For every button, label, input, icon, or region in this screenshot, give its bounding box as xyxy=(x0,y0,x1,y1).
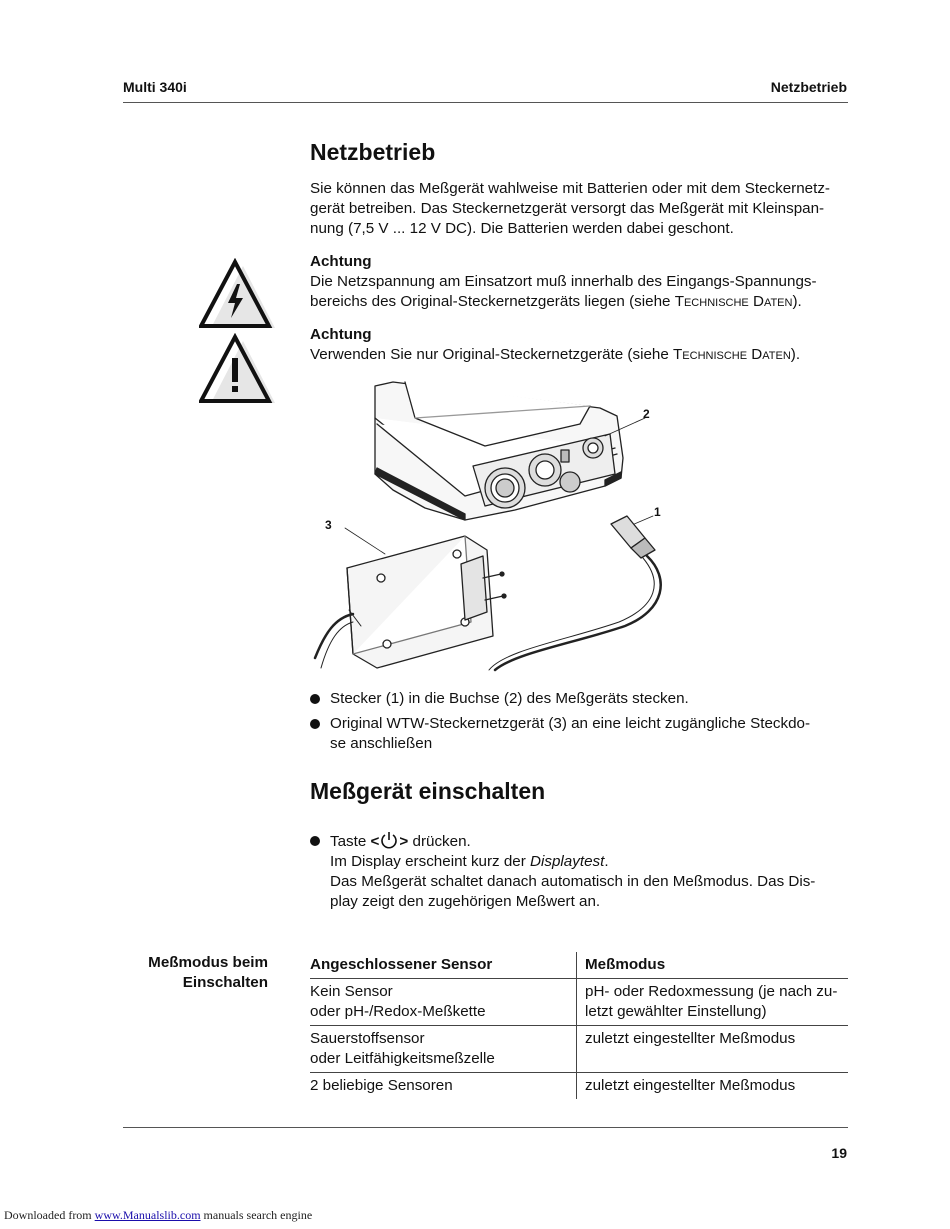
intro-line: nung (7,5 V ... 12 V DC). Die Batterien werden dabei geschont. xyxy=(310,220,734,237)
list-item: Original WTW-Steckernetzgerät (3) an eine leicht zugängliche Steckdo- se anschließen xyxy=(310,714,850,754)
figure-label-socket: 2 xyxy=(643,407,650,421)
switch-on-list xyxy=(310,831,850,917)
reference-technische-daten: Technische Daten xyxy=(674,293,793,310)
section-title-netzbetrieb: Netzbetrieb xyxy=(310,139,436,165)
instruction-list xyxy=(310,689,850,759)
header-section-name: Netzbetrieb xyxy=(770,79,847,95)
manualslib-link[interactable]: www.Manualslib.com xyxy=(94,1208,201,1222)
intro-line: gerät betreiben. Das Steckernetzgerät versorgt das Meßgerät mit Kleinspan- xyxy=(310,200,825,217)
column-header-mode: Meßmodus xyxy=(577,952,849,979)
download-footer: Downloaded from www.Manualslib.com manuals search engine xyxy=(4,1208,313,1222)
figure-label-plug: 1 xyxy=(654,505,661,519)
list-item: Taste < > drücken. Im Display erscheint kurz der Displaytest. Das Meßgerät schaltet danach automatisch in den Meßmodus. Das Dis- play zeigt den zugehörigen Meßwert an. xyxy=(310,831,850,912)
table-side-heading: Meßmodus beim Einschalten xyxy=(148,954,268,991)
intro-line: Sie können das Meßgerät wahlweise mit Batterien oder mit dem Steckernetz- xyxy=(310,180,830,197)
warning-1-title: Achtung xyxy=(310,253,372,270)
measuring-mode-table xyxy=(310,952,848,1099)
footer-rule xyxy=(123,1127,848,1128)
warning-1 xyxy=(310,252,850,312)
list-item: Stecker (1) in die Buchse (2) des Meßgeräts stecken. xyxy=(310,689,850,709)
high-voltage-warning-icon xyxy=(199,258,275,330)
figure-label-adapter: 3 xyxy=(325,518,332,532)
warning-2-line: Verwenden Sie nur Original-Steckernetzgeräte (siehe Technische Daten). xyxy=(310,346,801,363)
table-row: Kein Sensor oder pH-/Redox-Meßkette pH- oder Redoxmessung (je nach zu- letzt gewählter Einstellung) xyxy=(310,979,848,1026)
warning-1-line: Die Netzspannung am Einsatzort muß innerhalb des Eingangs-Spannungs- xyxy=(310,273,817,290)
warning-2 xyxy=(310,325,850,365)
header-rule xyxy=(123,102,848,103)
intro-paragraph xyxy=(310,179,850,239)
header-product-name: Multi 340i xyxy=(123,79,187,95)
table-row: 2 beliebige Sensoren zuletzt eingestellter Meßmodus xyxy=(310,1073,848,1100)
column-header-sensor: Angeschlossener Sensor xyxy=(310,952,577,979)
section-title-einschalten: Meßgerät einschalten xyxy=(310,778,546,804)
caution-warning-icon xyxy=(199,333,275,405)
power-supply-connection-figure xyxy=(305,378,675,673)
page-number: 19 xyxy=(831,1145,847,1161)
reference-technische-daten: Technische Daten xyxy=(673,346,791,363)
table-row: Sauerstoffsensor oder Leitfähigkeitsmeßzelle zuletzt eingestellter Meßmodus xyxy=(310,1026,848,1073)
power-icon xyxy=(380,831,398,849)
table-header-row xyxy=(310,952,848,979)
warning-2-title: Achtung xyxy=(310,326,372,343)
warning-1-line: bereichs des Original-Steckernetzgeräts liegen (siehe Technische Daten). xyxy=(310,293,802,310)
